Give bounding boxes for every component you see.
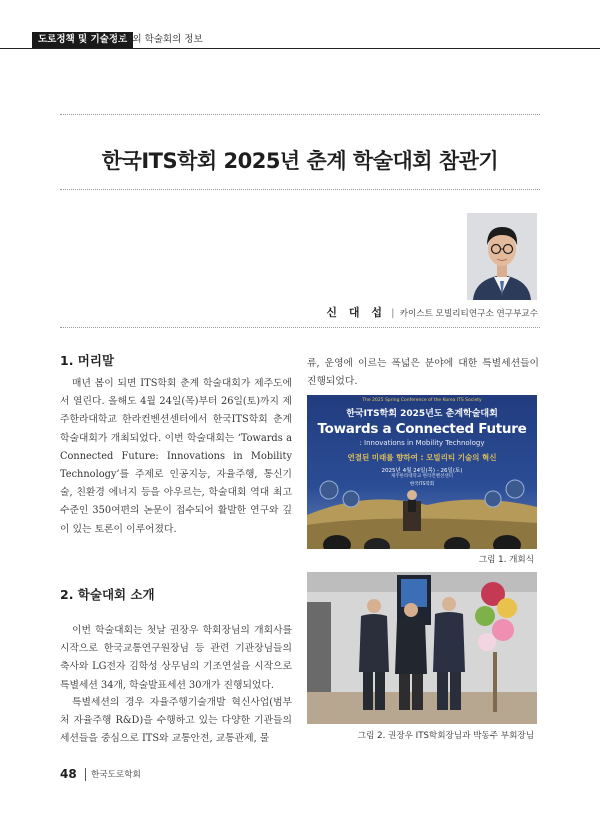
author-line (326, 304, 538, 320)
opening-ceremony-photo (307, 395, 537, 549)
section-2-paragraph-1: 이번 학술대회는 첫날 권장우 학회장님의 개회사를 시작으로 한국교통연구원장님 등 관련 기관장님들의 축사와 LG전자 김학성 상무님의 기조연설을 시작으로 특별세션 34개, 학술발표세션 30개가 진행되었다. (60, 625, 292, 691)
screen-date: 2025년 4월 24일(목) - 26일(토) (381, 468, 463, 474)
screen-logo: 한국ITS학회 (409, 482, 435, 487)
screen-title-en: Towards a Connected Future (317, 421, 527, 437)
section-2-paragraph-2: 특별세션의 경우 자율주행기술개발 혁신사업(범부처 자율주행 R&D)을 수행하고 있는 다양한 기관들의 세션들을 중심으로 ITS와 교통안전, 교통관제, 물 (60, 697, 292, 745)
header-rule (0, 48, 600, 49)
screen-title-kr: 한국ITS학회 2025년도 춘계학술대회 (346, 409, 498, 419)
author-affiliation: 카이스트 모빌리티연구소 연구부교수 (399, 309, 538, 319)
author-name: 신 대 섭 (326, 306, 386, 319)
figure-2-caption: 그림 2. 권장우 ITS학회장님과 박동주 부회장님 (357, 731, 534, 741)
screen-venue: 제주한라대학교 한라컨벤션센터 (390, 474, 454, 479)
title-top-rule (60, 114, 540, 115)
page-title: 한국ITS학회 2025년 춘계 학술대회 참관기 (101, 149, 499, 173)
screen-slogan-kr: 연결된 미래를 향하여 : 모빌리티 기술의 혁신 (347, 453, 497, 462)
author-portrait (467, 213, 537, 300)
figure-1-caption: 그림 1. 개회식 (478, 555, 534, 565)
screen-subtitle-en: : Innovations in Mobility Technology (359, 439, 485, 447)
publication-name: 한국도로학회 (91, 770, 141, 780)
section-heading-2: 2. 학술대회 소개 (60, 587, 155, 602)
author-portrait-figure (467, 213, 537, 300)
title-bottom-rule (60, 189, 540, 190)
page-number: 48 (60, 767, 77, 781)
right-column-paragraph: 류, 운영에 이르는 폭넓은 분야에 대한 특별세션들이 진행되었다. (307, 358, 539, 388)
group-photo-scene (307, 572, 537, 724)
section-label: 도로정책 및 기술정보 (32, 32, 133, 48)
author-separator: | (391, 308, 395, 319)
author-bottom-rule (60, 327, 540, 328)
group-photo (307, 572, 537, 724)
section-1-paragraph: 매년 봄이 되면 ITS학회 춘계 학술대회가 제주도에서 열린다. 올해도 4월 24일(목)부터 26일(토)까지 제주한라대학교 한라컨벤션센터에서 한국ITS학회 춘계 학술대회가 개최되었다. 이번 학술대회는 ‘Towards a Connected Future: Innovations in Mobility Technology’를 주제로 인공지능, 자율주행, 통신기술, 친환경 에너지 등을 아우르는, 학술대회 역대 최고 수준인 350여편의 논문이 접수되어 활발한 연구와 깊이 있는 토론이 이루어졌다. (60, 378, 292, 535)
footer-divider (85, 768, 86, 781)
subsection-label: 국내외 학술회의 정보 (114, 34, 203, 45)
screen-banner-top: The 2025 Spring Conference of the Korea ITS Society (362, 398, 482, 403)
section-heading-1: 1. 머리말 (60, 353, 115, 368)
